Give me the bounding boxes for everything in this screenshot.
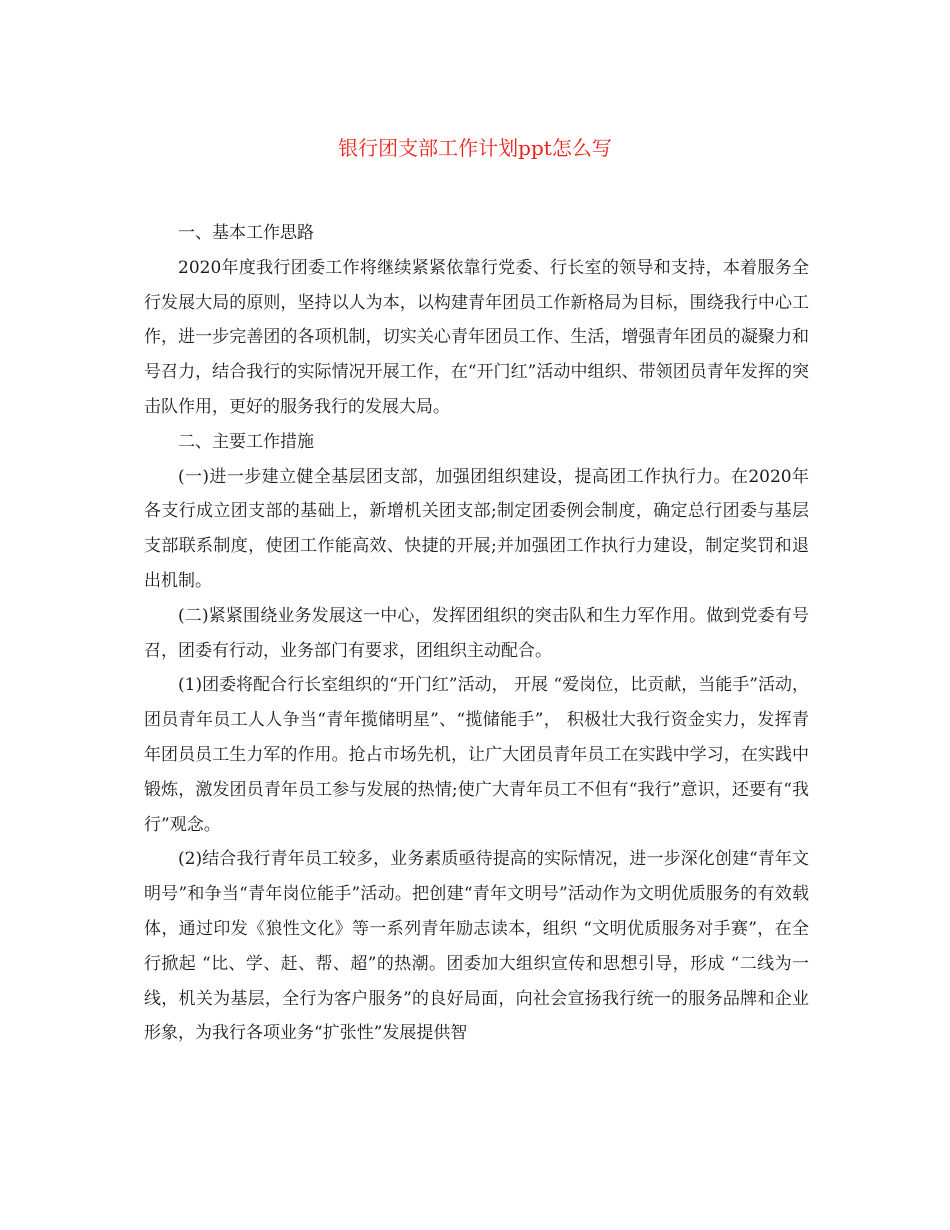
section-heading-basic-approach: 一、基本工作思路 bbox=[178, 223, 314, 243]
section-heading-main-measures: 二、主要工作措施 bbox=[178, 431, 314, 452]
document-body bbox=[144, 216, 809, 1051]
paragraph-item-2: (2)结合我行青年员工较多，业务素质亟待提高的实际情况，进一步深化创建“青年文明号”和争当“青年岗位能手”活动。把创建“青年文明号”活动作为文明优质服务的有效载体，通过印发《狼性文化》等一系列青年励志读本，组织 “文明优质服务对手赛”，在全行掀起 “比、学、赶、帮、超”的热潮。团委加大组织宣传和思想引导，形成 “二线为一线，机关为基层，全行为客户服务”的良好局面，向社会宣扬我行统一的服务品牌和企业形象，为我行各项业务“扩张性”发展提供智 bbox=[144, 849, 809, 1044]
paragraph-basic-approach: 2020年度我行团委工作将继续紧紧依靠行党委、行长室的领导和支持，本着服务全行发展大局的原则，坚持以人为本，以构建青年团员工作新格局为目标，围绕我行中心工作，进一步完善团的各项机制，切实关心青年团员工作、生活，增强青年团员的凝聚力和号召力，结合我行的实际情况开展工作，在“开门红”活动中组织、带领团员青年发挥的突击队作用，更好的服务我行的发展大局。 bbox=[144, 257, 809, 417]
paragraph-measure-2: (二)紧紧围绕业务发展这一中心，发挥团组织的突击队和生力军作用。做到党委有号召，团委有行动，业务部门有要求，团组织主动配合。 bbox=[144, 605, 809, 661]
paragraph-item-1: (1)团委将配合行长室组织的“开门红”活动， 开展 “爱岗位，比贡献，当能手”活动，团员青年员工人人争当“青年揽储明星”、“揽储能手”， 积极壮大我行资金实力，发挥青年团员员工生力军的作用。抢占市场先机，让广大团员青年员工在实践中学习，在实践中锻炼，激发团员青年员工参与发展的热情;使广大青年员工不但有“我行”意识，还要有“我行”观念。 bbox=[144, 675, 809, 835]
document-title: 银行团支部工作计划ppt怎么写 bbox=[338, 136, 612, 160]
paragraph-measure-1: (一)进一步建立健全基层团支部，加强团组织建设，提高团工作执行力。在2020年各支行成立团支部的基础上，新增机关团支部;制定团委例会制度，确定总行团委与基层支部联系制度，使团工作能高效、快捷的开展;并加强团工作执行力建设，制定奖罚和退出机制。 bbox=[144, 466, 809, 591]
